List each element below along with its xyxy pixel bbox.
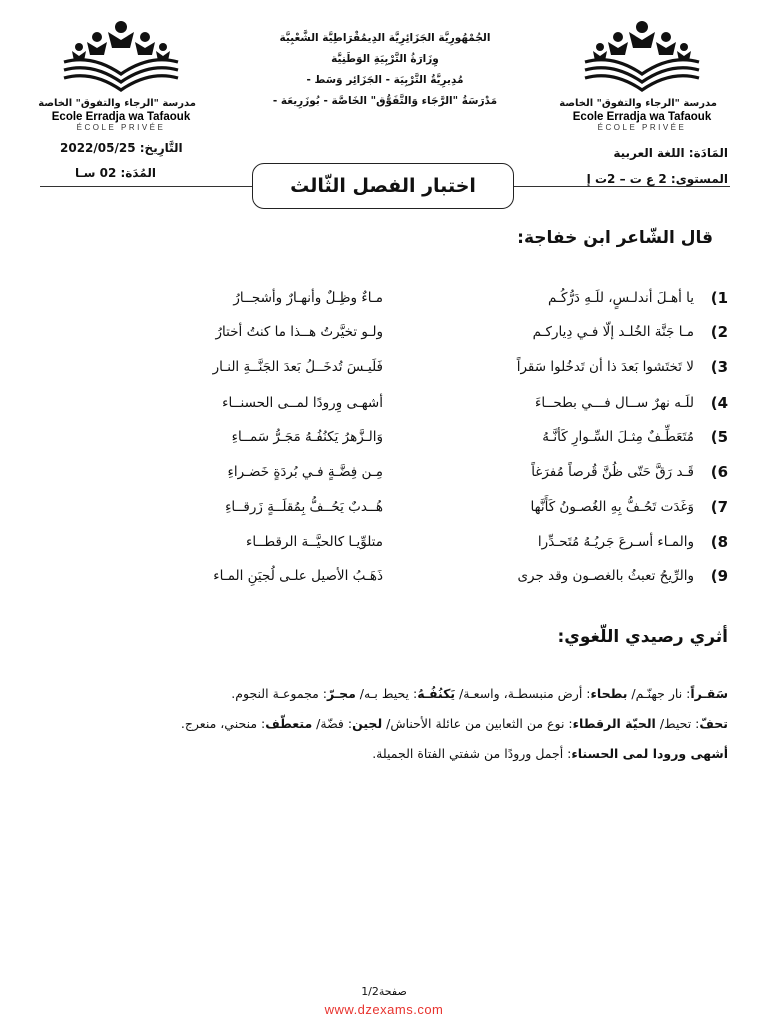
vocab-definition: : نوع من الثعابين من عائلة الأحناش/ [382, 716, 573, 731]
verse-number: 3) [710, 358, 728, 376]
official-header [240, 28, 530, 112]
vocab-term: تحفّ [699, 716, 728, 731]
verse-first-hemistich: مـا جَنَّة الخُلـد إلّا فـي دِياركـم [532, 324, 694, 340]
school-type-fr: ÉCOLE PRIVÉE [76, 123, 166, 132]
vocab-definition: : أرض منبسطـة، واسعـة/ [455, 686, 591, 701]
verse-number: 2) [710, 323, 728, 341]
vocab-definition: : منحني، منعرج. [180, 716, 266, 731]
vocab-term: سَقـراً [690, 686, 728, 701]
verse-first-hemistich: قَـد رَقَّ حَتّى ظُنَّ قُرصاً مُفرَغاً [531, 464, 694, 480]
school-emblem-icon [56, 18, 186, 98]
verse-first-hemistich: يا أهـلَ أندلـسٍ، للَـهِ دَرُّكُـم [548, 290, 694, 306]
vocab-definition: : أجمل ورودًا من شفتي الفتاة الجميلة. [372, 746, 572, 761]
school-name-ar: مدرسة "الرجاء والتفوق" الخاصة [38, 98, 196, 109]
school-emblem-icon [577, 18, 707, 98]
verse-number: 8) [710, 533, 728, 551]
page-number: صفحة1/2 [361, 985, 407, 998]
school-logo-left [38, 18, 196, 138]
verse-first-hemistich: وَغَدَت تَحُـفُّ بِهِ الغُصـونُ كَأَنَّها [530, 499, 694, 515]
vocab-term: أشهى ورودا لمى الحسناء [571, 746, 728, 761]
verse-second-hemistich: مِـن فِضَّـةٍ فـي بُردَةٍ خَضـراءِ [227, 464, 383, 480]
vocab-term: يَكنُفُـهُ [417, 686, 456, 701]
verse-number: 4) [710, 394, 728, 412]
verse-number: 7) [710, 498, 728, 516]
verse-second-hemistich: وَالـزَّهرُ يَكنُفُـهُ مَجَـرُّ سَمــاءِ [231, 429, 383, 445]
vocab-definition: : تحيط/ [655, 716, 700, 731]
date-label: التَّارِيخ: 2022/05/25 [60, 141, 183, 155]
verse-second-hemistich: فَلَيـسَ تُدخَــلُ بَعدَ الجَنَّــةِ النـار [212, 359, 383, 375]
duration-label: المُدَة: 02 سـا [75, 166, 156, 180]
level-label: المستوى: 2 ع ت – 2ت إ [586, 172, 728, 186]
verse-first-hemistich: والمـاء أسـرعَ جَريُـهُ مُتَحـدِّرا [537, 534, 694, 550]
vocab-line [18, 746, 728, 761]
vocab-term: متعطّف [265, 716, 313, 731]
vocab-definition: : فضّة/ [312, 716, 353, 731]
verse-number: 6) [710, 463, 728, 481]
vocab-term: مجـرّ [327, 686, 356, 701]
vocab-term: لجين [352, 716, 383, 731]
ministry-line: وِزَارَةُ التَّرْبِيَةِ الوَطَنِيَّة [331, 53, 439, 65]
vocab-term: بطحاء [590, 686, 628, 701]
verse-first-hemistich: مُتَعَطِّـفٌ مِثـلَ السِّـوارِ كَأنَّـهُ [542, 429, 694, 445]
verse-first-hemistich: لا تَختَشوا بَعدَ ذا أن تَدخُلوا سَقراً [516, 359, 694, 375]
school-name-ar: مدرسة "الرجاء والتفوق" الخاصة [559, 98, 717, 109]
vocab-definition: : يحيط بـه/ [355, 686, 418, 701]
verse-second-hemistich: أشهـى وِرودًا لمــى الحسنــاء [222, 395, 383, 411]
school-name-fr: Ecole Erradja wa Tafaouk [51, 111, 191, 123]
verse-second-hemistich: ولـو تخيَّرتُ هــذا ما كنتُ أختارُ [215, 324, 383, 340]
verse-number: 1) [710, 289, 728, 307]
school-name-fr: Ecole Erradja wa Tafaouk [572, 111, 712, 123]
verse-first-hemistich: والرِّيحُ تعبثُ بالغصـون وقد جرى [517, 568, 694, 584]
vocab-definition: : نار جهنّـم/ [627, 686, 691, 701]
vocab-line [18, 716, 728, 731]
source-watermark: www.dzexams.com [324, 1002, 444, 1017]
vocab-title: أثري رصيدي اللّغوي: [557, 627, 728, 647]
exam-title: اختبار الفصل الثّالث [252, 163, 514, 209]
verse-second-hemistich: متلوِّيـا كالحيَّــة الرقطــاء [246, 534, 383, 550]
vocab-term: الحيّة الرقطاء [572, 716, 656, 731]
school-line: مَدْرَسَةُ "الرَّجَاء وَالتَّفَوُّق" الخَاصَّة - بُوزَرِيعَة - [272, 95, 498, 107]
directorate-line: مُدِيرِيَّةُ التَّرْبِيَة - الجَزَائِر وَسَط - [306, 74, 464, 86]
verse-number: 9) [710, 567, 728, 585]
verse-number: 5) [710, 428, 728, 446]
verse-second-hemistich: ذَهَـبُ الأصيل علـى لُجيَنِ المـاء [213, 568, 383, 584]
verse-second-hemistich: هُــدبٌ يَحُــفُّ بِمُقلَــةٍ زَرقــاءِ [225, 499, 383, 515]
verse-first-hemistich: للَـه نهرٌ ســال فـــي بطحــاءَ [534, 395, 694, 411]
republic-line: الجُمْهُورِيَّة الجَزَائِرِيَّة الدِيمُقْرَاطِيَّة الشَّعْبِيَّة [279, 32, 491, 44]
subject-label: المَادَة: اللغة العربية [613, 146, 728, 160]
vocab-definition: : مجموعـة النجوم. [231, 686, 328, 701]
vocab-line [18, 686, 728, 701]
school-type-fr: ÉCOLE PRIVÉE [597, 123, 687, 132]
poem-intro: قال الشّاعر ابن خفاجة: [517, 228, 713, 248]
verse-second-hemistich: مـاءٌ وظِـلٌ وأنهـارٌ وأشجــارُ [233, 290, 383, 306]
school-logo-right [559, 18, 717, 138]
